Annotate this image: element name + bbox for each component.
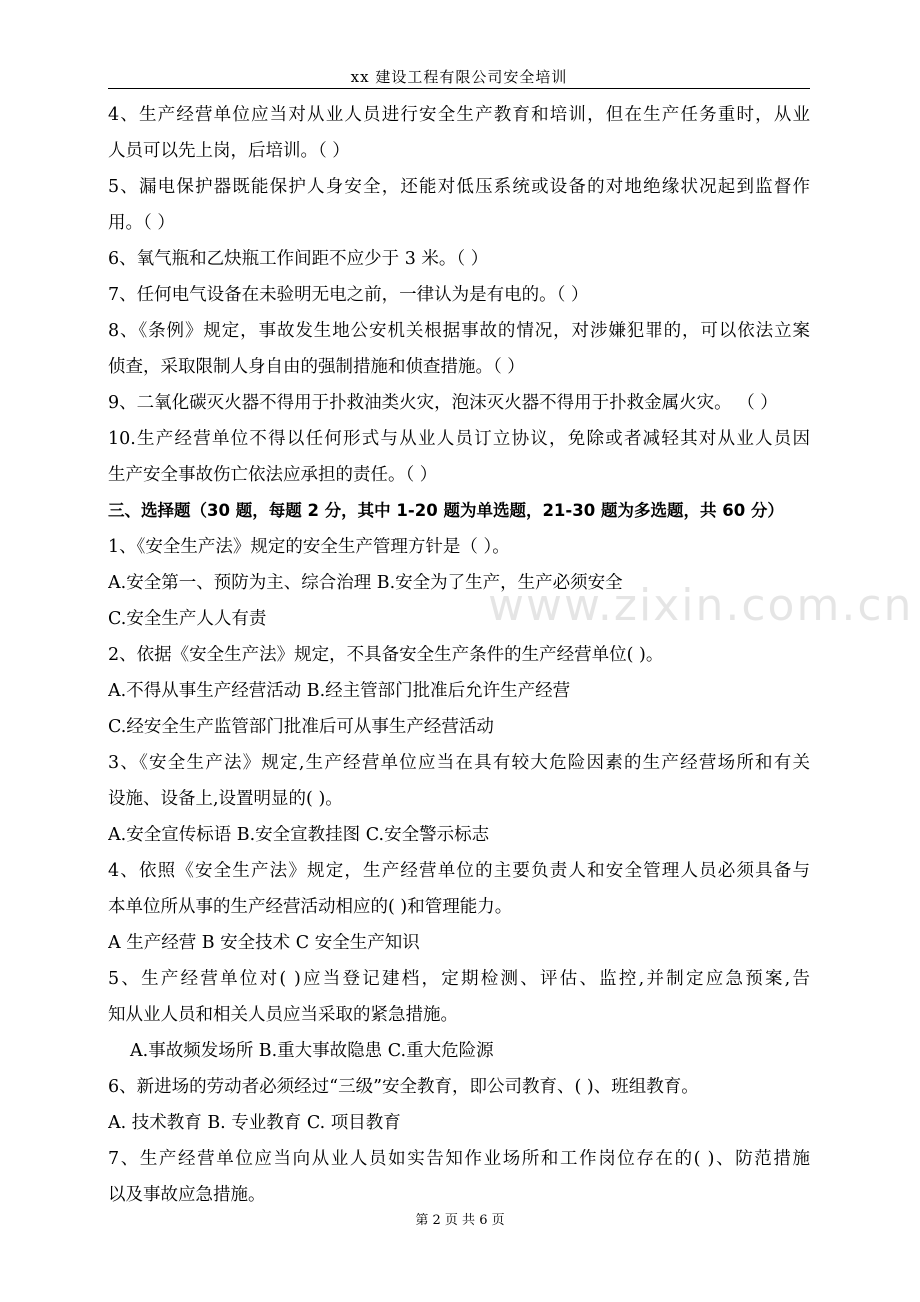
judgment-q5-line1: 5、漏电保护器既能保护人身安全，还能对低压系统或设备的对地绝缘状况起到监督作	[108, 177, 810, 197]
page-header: xx 建设工程有限公司安全培训	[350, 68, 568, 86]
choice-q3-line2: 设施、设备上,设置明显的( )。	[108, 789, 343, 809]
judgment-q7: 7、任何电气设备在未验明无电之前，一律认为是有电的。（ ）	[108, 285, 589, 305]
choice-q1-option-line: C.安全生产人人有责	[108, 609, 267, 629]
judgment-q10-line1: 10.生产经营单位不得以任何形式与从业人员订立协议，免除或者减轻其对从业人员因	[108, 429, 810, 449]
choice-q7-line2: 以及事故应急措施。	[108, 1185, 266, 1205]
choice-q6: 6、新进场的劳动者必须经过“三级”安全教育，即公司教育、( )、班组教育。	[108, 1077, 699, 1097]
page-footer: 第 2 页 共 6 页	[415, 1213, 505, 1228]
choice-q1: 1、《安全生产法》规定的安全生产管理方针是（ ）。	[108, 537, 510, 557]
judgment-q4-line1: 4、生产经营单位应当对从业人员进行安全生产教育和培训，但在生产任务重时，从业	[108, 105, 810, 125]
document-body	[108, 97, 810, 1213]
choice-q5-line2: 知从业人员和相关人员应当采取的紧急措施。	[108, 1005, 458, 1025]
judgment-q8-line2: 侦查，采取限制人身自由的强制措施和侦查措施。（ ）	[108, 357, 525, 377]
choice-q2-option-line: C.经安全生产监管部门批准后可从事生产经营活动	[108, 717, 494, 737]
choice-q7-line1: 7、生产经营单位应当向从业人员如实告知作业场所和工作岗位存在的( )、防范措施	[108, 1149, 810, 1169]
judgment-q6: 6、氧气瓶和乙炔瓶工作间距不应少于 3 米。（ ）	[108, 249, 489, 269]
judgment-q10-line2: 生产安全事故伤亡依法应承担的责任。（ ）	[108, 465, 438, 485]
judgment-q5-line2: 用。（ ）	[108, 213, 175, 233]
choice-q3-line1: 3、《安全生产法》规定,生产经营单位应当在具有较大危险因素的生产经营场所和有关	[108, 753, 810, 773]
judgment-q9: 9、二氧化碳灭火器不得用于扑救油类火灾，泡沫灭火器不得用于扑救金属火灾。 （ ）	[108, 393, 778, 413]
judgment-q4-line2: 人员可以先上岗，后培训。（ ）	[108, 141, 350, 161]
section-3-title: 三、选择题（30 题，每题 2 分，其中 1-20 题为单选题，21-30 题为多选题，共 60 分）	[108, 501, 784, 520]
header-rule	[108, 88, 810, 89]
choice-q4-option-line: A 生产经营 B 安全技术 C 安全生产知识	[108, 933, 420, 953]
choice-q5-line1: 5、生产经营单位对( )应当登记建档，定期检测、评估、监控,并制定应急预案,告	[108, 969, 810, 989]
choice-q2: 2、依据《安全生产法》规定，不具备安全生产条件的生产经营单位( )。	[108, 645, 664, 665]
choice-q6-option-line: A. 技术教育 B. 专业教育 C. 项目教育	[108, 1113, 401, 1133]
choice-q3-option-line: A.安全宣传标语 B.安全宣教挂图 C.安全警示标志	[108, 825, 490, 845]
choice-q4-line2: 本单位所从事的生产经营活动相应的( )和管理能力。	[108, 897, 513, 917]
judgment-q8-line1: 8、《条例》规定，事故发生地公安机关根据事故的情况，对涉嫌犯罪的，可以依法立案	[108, 321, 810, 341]
choice-q4-line1: 4、依照《安全生产法》规定，生产经营单位的主要负责人和安全管理人员必须具备与	[108, 861, 810, 881]
watermark: www.zixin.com.cn	[488, 580, 914, 631]
choice-q1-option-line: A.安全第一、预防为主、综合治理 B.安全为了生产，生产必须安全	[108, 573, 623, 593]
choice-q2-option-line: A.不得从事生产经营活动 B.经主管部门批准后允许生产经营	[108, 681, 571, 701]
choice-q5-option-line: A.事故频发场所 B.重大事故隐患 C.重大危险源	[130, 1041, 494, 1061]
